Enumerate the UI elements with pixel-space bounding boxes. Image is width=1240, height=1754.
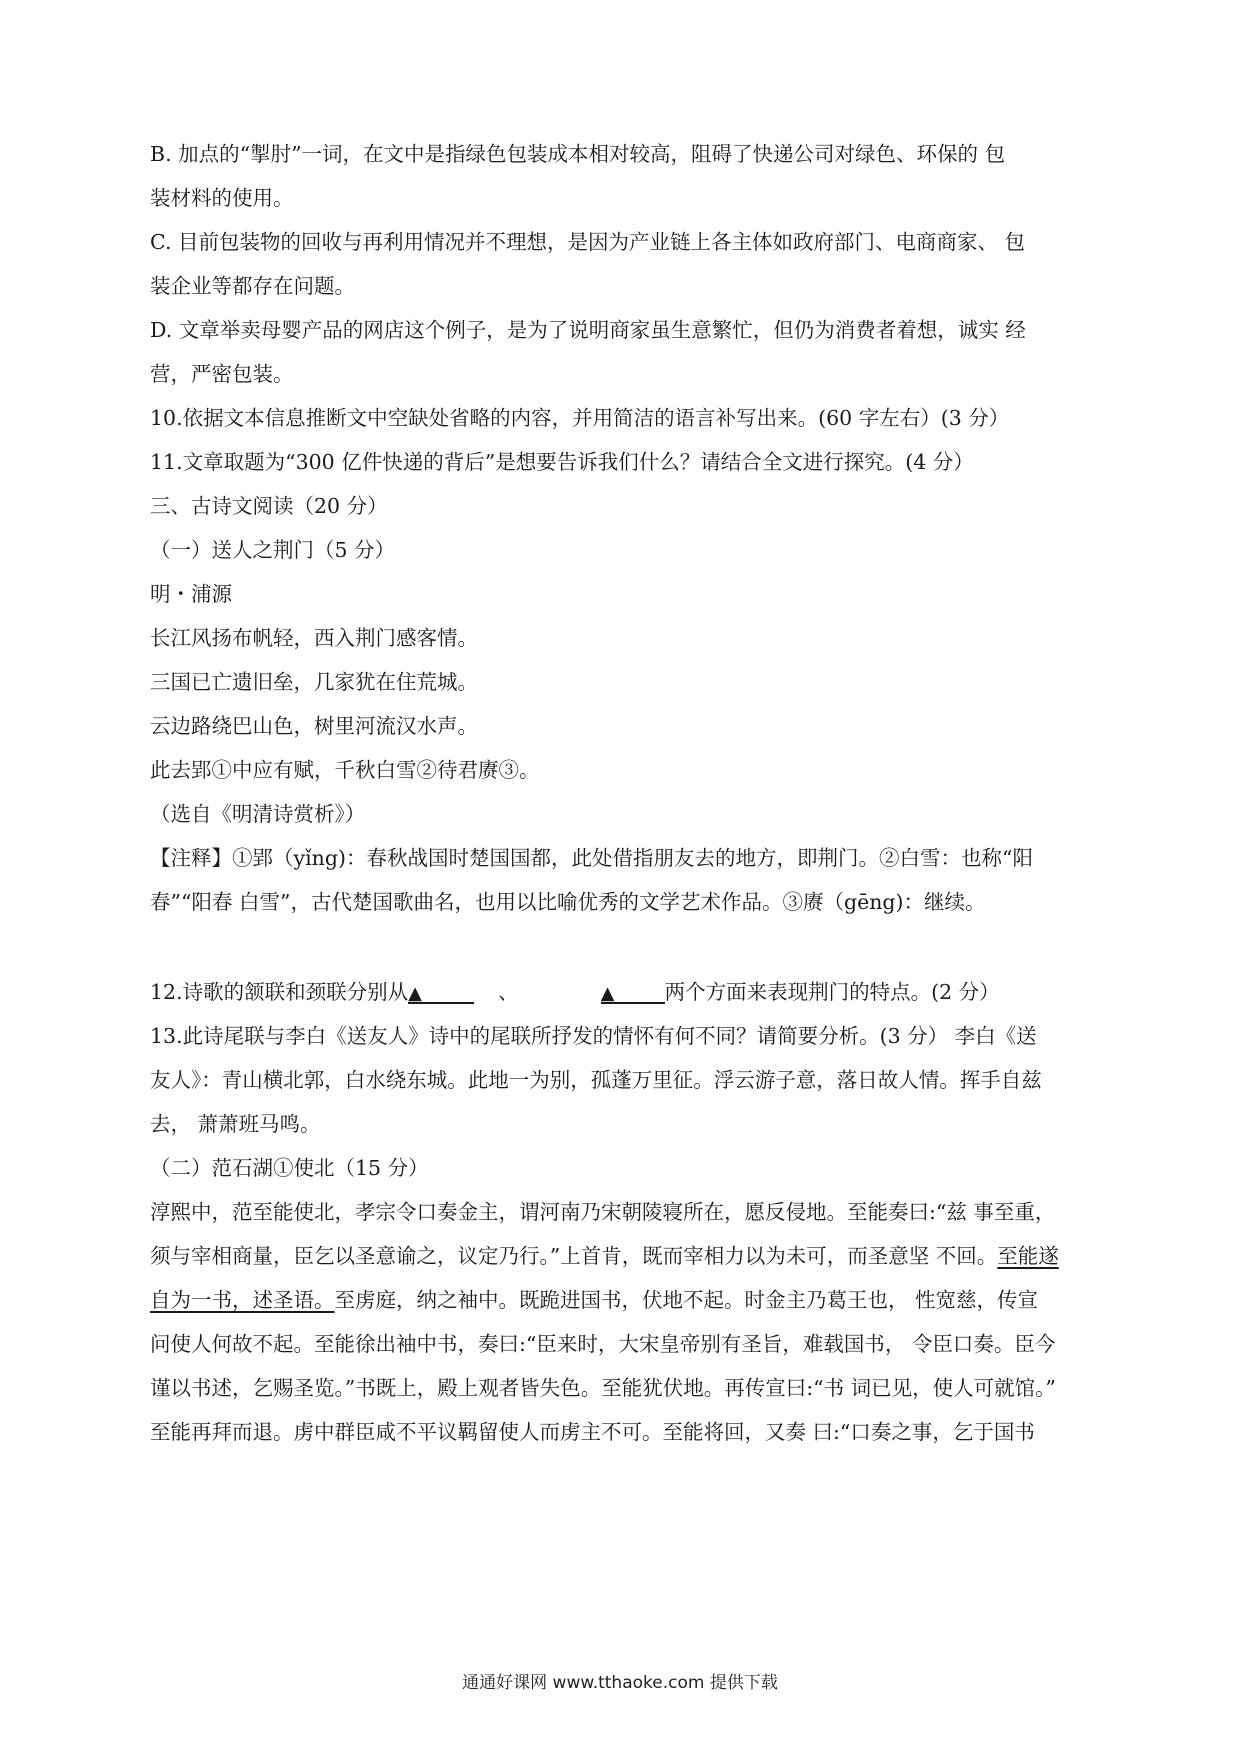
question-13-line-2: 友人》：青山横北郭，白水绕东城。此地一为别，孤蓬万里征。浮云游子意，落日故人情。挥手自兹 (150, 1068, 1042, 1092)
question-11: 11.文章取题为“300 亿件快递的背后”是想要告诉我们什么？请结合全文进行探究。(4 分） (150, 450, 974, 474)
poem-line-3: 云边路绕巴山色，树里河流汉水声。 (150, 714, 478, 738)
poem-line-4: 此去郢①中应有赋，千秋白雪②待君赓③。 (150, 758, 540, 782)
poem-line-2: 三国已亡遗旧垒，几家犹在住荒城。 (150, 670, 478, 694)
answer-blank-2 (601, 978, 665, 1004)
triangle-marker-icon: ▲ (600, 983, 615, 1004)
question-12-text-start: 12.诗歌的颔联和颈联分别从 (150, 980, 409, 1004)
prose-title: （二）范石湖①使北（15 分） (150, 1156, 429, 1180)
option-c-line-1: C. 目前包装物的回收与再利用情况并不理想，是因为产业链上各主体如政府部门、电商商家、 包 (150, 230, 1026, 254)
option-d-line-2: 营，严密包装。 (150, 362, 294, 386)
blank-separator: 、 (498, 980, 519, 1004)
option-b-line-2: 装材料的使用。 (150, 186, 294, 210)
poem-title: （一）送人之荆门（5 分） (150, 538, 396, 562)
question-12-text-end: 两个方面来表现荆门的特点。(2 分） (664, 980, 1000, 1004)
prose-line-5: 谨以书述，乞赐圣览。”书既上，殿上观者皆失色。至能犹伏地。再传宣曰:“书 词已见，使人可就馆。” (150, 1376, 1056, 1400)
annotation-line-1: 【注释】①郢（yǐng)：春秋战国时楚国国都，此处借指朋友去的地方，即荆门。②白雪：也称“阳 (150, 846, 1033, 870)
prose-line-4: 问使人何故不起。至能徐出袖中书，奏曰:“臣来时，大宋皇帝别有圣旨，难载国书， 令臣口奏。臣今 (150, 1332, 1056, 1356)
option-d-line-1: D. 文章举卖母婴产品的网店这个例子，是为了说明商家虽生意繁忙，但仍为消费者着想，诚实 经 (150, 318, 1026, 342)
question-12 (150, 978, 1100, 1006)
prose-line-2-text: 须与宰相商量，臣乞以圣意谕之，议定乃行。”上首肯，既而宰相力以为未可，而圣意坚 不回。 (150, 1244, 998, 1268)
option-b-line-1: B. 加点的“掣肘”一词，在文中是指绿色包装成本相对较高，阻碍了快递公司对绿色、环保的 包 (150, 142, 1006, 166)
answer-blank-1 (408, 978, 474, 1004)
page-footer: 通通好课网 www.tthaoke.com 提供下载 (462, 1673, 778, 1693)
poem-source: （选自《明清诗赏析》） (150, 802, 366, 826)
question-10: 10.依据文本信息推断文中空缺处省略的内容，并用简洁的语言补写出来。(60 字左右）(3 分） (150, 406, 1010, 430)
poem-author: 明・浦源 (150, 582, 232, 606)
triangle-marker-icon: ▲ (408, 983, 422, 1004)
prose-line-2 (150, 1242, 1100, 1270)
annotation-line-2: 春”“阳春 白雪”，古代楚国歌曲名，也用以比喻优秀的文学艺术作品。③赓（gēng)：继续。 (150, 890, 986, 914)
underlined-sentence-part-2: 自为一书，述圣语。 (150, 1288, 335, 1312)
prose-line-1: 淳熙中，范至能使北，孝宗令口奏金主，谓河南乃宋朝陵寝所在，愿反侵地。至能奏曰:“兹 事至重， (150, 1200, 1056, 1224)
section-heading-classical: 三、古诗文阅读（20 分） (150, 494, 388, 518)
option-c-line-2: 装企业等都存在问题。 (150, 274, 355, 298)
prose-line-6: 至能再拜而退。虏中群臣咸不平议羁留使人而虏主不可。至能将回，又奏 曰:“口奏之事，乞于国书 (150, 1420, 1035, 1444)
question-13-line-1: 13.此诗尾联与李白《送友人》诗中的尾联所抒发的情怀有何不同？请简要分析。(3 分） 李白《送 (150, 1024, 1037, 1048)
prose-line-3 (150, 1286, 1100, 1314)
underlined-sentence-part-1: 至能遂 (997, 1244, 1059, 1268)
prose-line-3-text: 至虏庭，纳之袖中。既跪进国书，伏地不起。时金主乃葛王也， 性宽慈，传宣 (334, 1288, 1039, 1312)
question-13-line-3: 去， 萧萧班马鸣。 (150, 1112, 321, 1136)
poem-line-1: 长江风扬布帆轻，西入荆门感客情。 (150, 626, 478, 650)
